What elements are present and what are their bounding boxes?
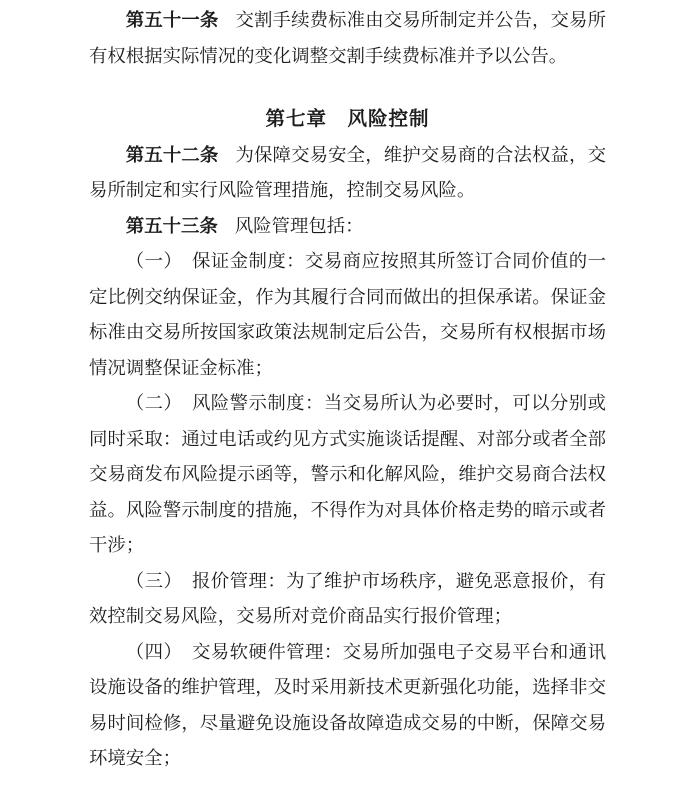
item-3-quote-management-paragraph: （三） 报价管理：为了维护市场秩序，避免恶意报价，有效控制交易风险，交易所对竞价商品实行报价管理； [89, 570, 606, 626]
article-51-label: 第五十一条 [125, 10, 219, 30]
item-2-risk-warning-paragraph: （二） 风险警示制度：当交易所认为必要时，可以分别或同时采取：通过电话或约见方式实施谈话提醒、对部分或者全部交易商发布风险提示函等，警示和化解风险，维护交易商合法权益。风险警示制度的措施，不得作为对具体价格走势的暗示或者干涉； [89, 393, 606, 555]
article-51-paragraph [89, 3, 606, 74]
item-4-software-hardware-paragraph: （四） 交易软硬件管理：交易所加强电子交易平台和通讯设施设备的维护管理，及时采用新技术更新强化功能，选择非交易时间检修，尽量避免设施设备故障造成交易的中断，保障交易环境安全； [89, 641, 606, 768]
article-51-text: 交割手续费标准由交易所制定并公告，交易所有权根据实际情况的变化调整交割手续费标准并予以公告。 [89, 10, 606, 66]
article-52-label: 第五十二条 [125, 144, 219, 165]
chapter-7-heading: 第七章 风险控制 [265, 109, 430, 130]
article-52-text: 为保障交易安全，维护交易商的合法权益，交易所制定和实行风险管理措施，控制交易风险。 [89, 144, 606, 200]
article-52-paragraph [89, 138, 606, 209]
item-1-margin-system-paragraph: （一） 保证金制度：交易商应按照其所签订合同价值的一定比例交纳保证金，作为其履行合同而做出的担保承诺。保证金标准由交易所按国家政策法规制定后公告，交易所有权根据市场情况调整保证金标准； [89, 251, 606, 378]
article-53-label: 第五十三条 [125, 215, 218, 236]
article-53-paragraph [89, 209, 606, 245]
article-53-text: 风险管理包括： [234, 215, 364, 236]
